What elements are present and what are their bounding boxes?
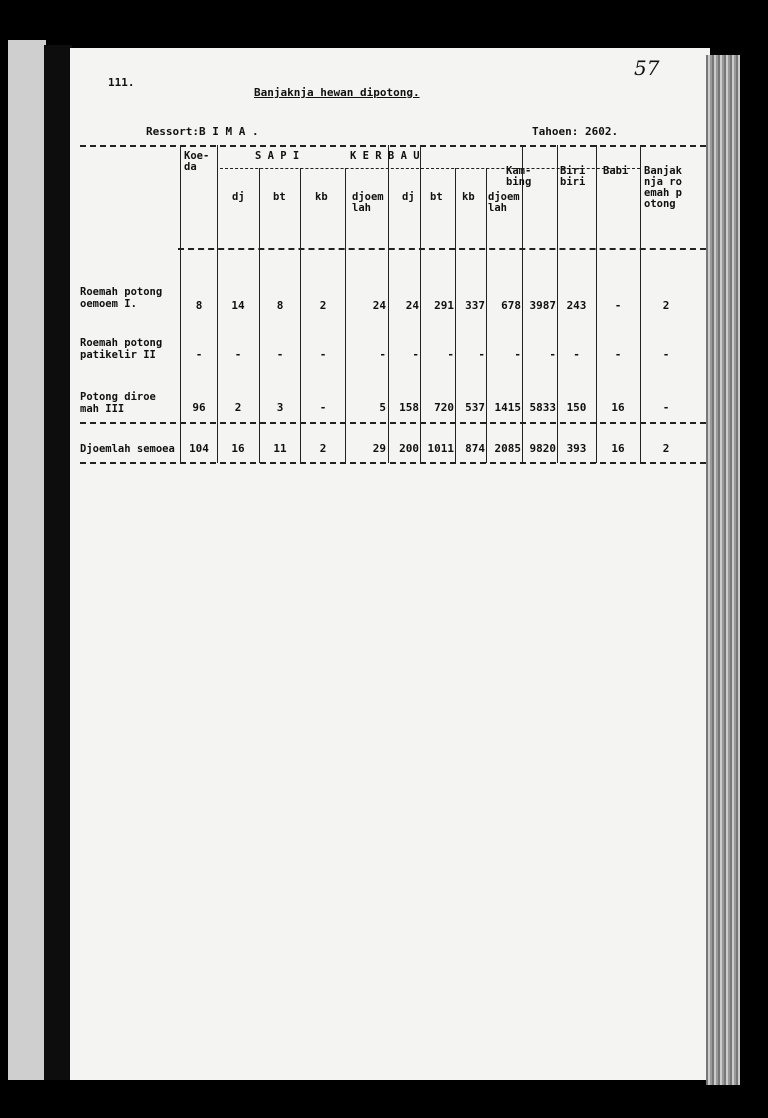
col-rule (455, 168, 456, 463)
table-cell: 720 (434, 401, 454, 414)
total-cell: 393 (566, 442, 587, 455)
subheader-kerbau-kb: kb (462, 191, 475, 203)
book-spine (8, 40, 46, 1080)
table-cell: 337 (465, 299, 485, 312)
total-cell: 2 (319, 442, 327, 455)
table-cell: 2 (319, 299, 327, 312)
total-cell: 1011 (427, 442, 454, 455)
table-cell: 3987 (529, 299, 556, 312)
subheader-sapi-bt: bt (273, 191, 286, 203)
subheader-kerbau-dj: dj (402, 191, 415, 203)
total-cell: 9820 (529, 442, 556, 455)
total-cell: 104 (189, 442, 209, 455)
total-cell: 874 (465, 442, 485, 455)
col-rule (486, 168, 487, 463)
header-kambing: Kam- bing (506, 165, 532, 188)
subheader-sapi-djoemlah: djoem lah (352, 191, 384, 214)
page-title: Banjaknja hewan dipotong. (254, 86, 420, 99)
table-cell: - (614, 348, 622, 361)
col-rule (300, 168, 301, 463)
table-cell: - (447, 348, 454, 361)
subheader-kerbau-djoemlah: djoem lah (488, 191, 520, 214)
book-gutter (44, 45, 72, 1080)
table-cell: 243 (566, 299, 587, 312)
header-biri: Biri biri (560, 165, 586, 188)
folio-number: 57 (634, 56, 660, 80)
table-cell: 1415 (494, 401, 521, 414)
table-cell: 2 (662, 299, 670, 312)
page-edges (706, 55, 740, 1085)
col-rule (217, 145, 218, 463)
header-sapi: S A P I (255, 150, 300, 162)
table-cell: 96 (192, 401, 206, 414)
header-banjak-roemah: Banjak nja ro emah p otong (644, 165, 682, 210)
header-babi: Babi (603, 165, 629, 177)
header-koeda: Koe- da (184, 150, 210, 173)
table-cell: - (379, 348, 386, 361)
total-cell: 2 (662, 442, 670, 455)
table-cell: 8 (195, 299, 203, 312)
table-cell: 537 (465, 401, 485, 414)
table-cell: 16 (611, 401, 625, 414)
header-bottom-rule (178, 248, 706, 250)
year-label: Tahoen: 2602. (532, 125, 619, 138)
row-label: Roemah potong oemoem I. (80, 286, 163, 310)
table-cell: 2 (234, 401, 242, 414)
total-top-rule (80, 422, 706, 424)
table-cell: - (662, 348, 670, 361)
col-rule (180, 145, 181, 463)
subheader-sapi-dj: dj (232, 191, 245, 203)
document-page (70, 48, 710, 1080)
table-cell: - (614, 299, 622, 312)
table-cell: 8 (276, 299, 284, 312)
table-cell: - (549, 348, 556, 361)
table-cell: 5 (379, 401, 386, 414)
table-cell: 678 (501, 299, 521, 312)
table-cell: - (319, 348, 327, 361)
row-label: Roemah potong patikelir II (80, 337, 163, 361)
total-cell: 16 (611, 442, 625, 455)
subheader-kerbau-bt: bt (430, 191, 443, 203)
table-top-rule (80, 145, 706, 147)
header-kerbau: K E R B A U (350, 150, 420, 162)
table-cell: - (195, 348, 203, 361)
table-cell: 291 (434, 299, 454, 312)
col-rule (259, 168, 260, 463)
table-bottom-rule (80, 462, 706, 464)
table-cell: - (514, 348, 521, 361)
table-cell: - (573, 348, 580, 361)
subheader-sapi-kb: kb (315, 191, 328, 203)
page-number: 111. (108, 76, 135, 89)
table-cell: - (234, 348, 242, 361)
table-cell: 24 (372, 299, 386, 312)
table-cell: 158 (399, 401, 419, 414)
table-cell: - (478, 348, 485, 361)
table-cell: - (319, 401, 327, 414)
total-cell: 29 (372, 442, 386, 455)
table-cell: 24 (405, 299, 419, 312)
col-rule (345, 168, 346, 463)
total-cell: 200 (399, 442, 419, 455)
table-cell: 150 (566, 401, 587, 414)
table-cell: - (662, 401, 670, 414)
total-row-label: Djoemlah semoea (80, 443, 175, 455)
table-cell: - (276, 348, 284, 361)
table-cell: 14 (231, 299, 245, 312)
total-cell: 2085 (494, 442, 521, 455)
row-label: Potong diroe mah III (80, 391, 156, 415)
resort-label: Ressort:B I M A . (146, 125, 259, 138)
total-cell: 11 (273, 442, 287, 455)
total-cell: 16 (231, 442, 245, 455)
table-cell: - (412, 348, 419, 361)
table-cell: 3 (276, 401, 284, 414)
table-cell: 5833 (529, 401, 556, 414)
